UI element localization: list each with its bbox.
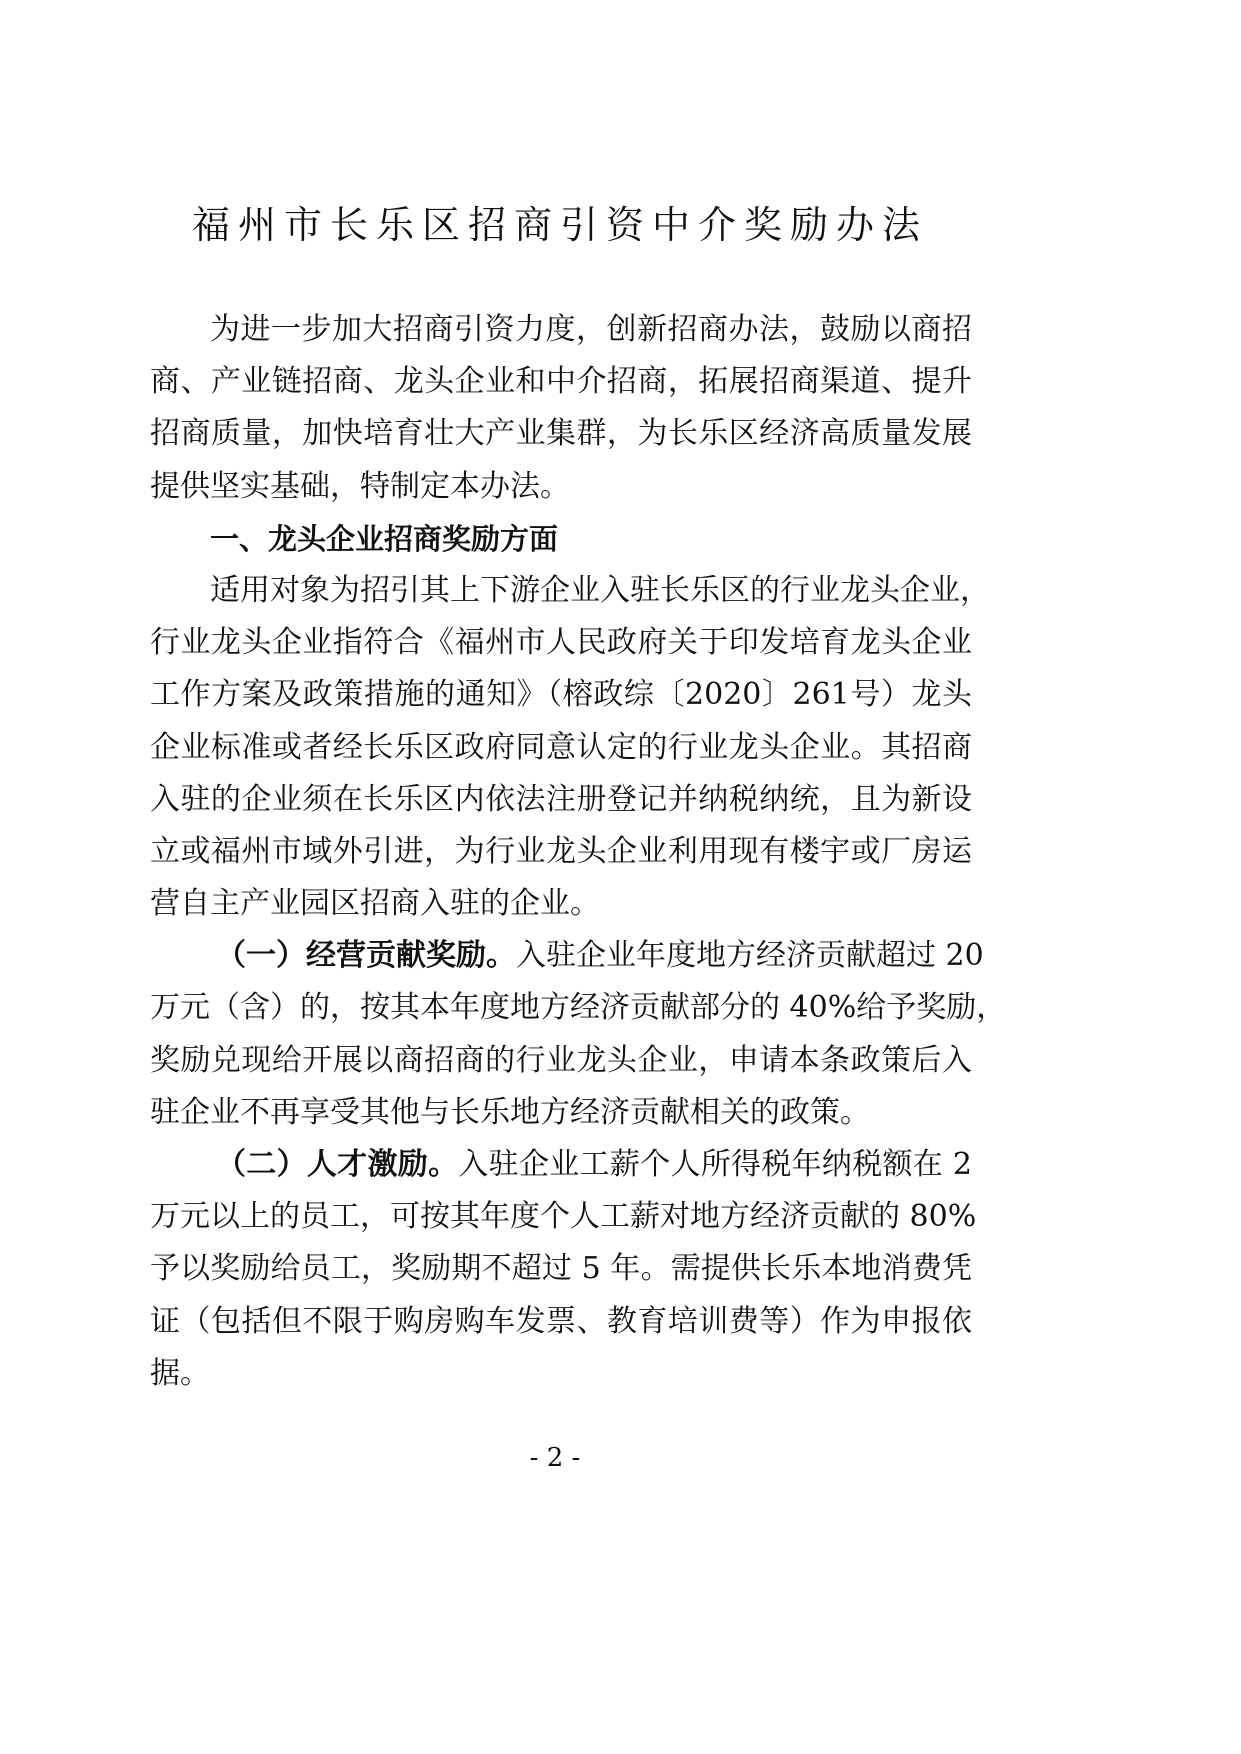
item-label: （二）人才激励。 [216, 1147, 459, 1182]
text-line: 行业龙头企业指符合《福州市人民政府关于印发培育龙头企业 [150, 625, 972, 661]
text-line [150, 930, 984, 982]
text-line: 工作方案及政策措施的通知》（榕政综〔2020〕261号）龙头 [150, 677, 972, 713]
item-text: 入驻企业年度地方经济贡献超过 20 [516, 938, 984, 974]
text-line: 奖励兑现给开展以商招商的行业龙头企业，申请本条政策后入 [150, 1042, 972, 1078]
text-line: 企业标准或者经长乐区政府同意认定的行业龙头企业。其招商 [150, 729, 972, 765]
text-line: 入驻的企业须在长乐区内依法注册登记并纳税纳统，且为新设 [150, 781, 972, 817]
section-heading: 一、龙头企业招商奖励方面 [210, 521, 559, 556]
text-line: 营自主产业园区招商入驻的企业。 [150, 886, 600, 922]
page-number: - 2 - [529, 1443, 581, 1473]
item1-paragraph [150, 930, 1007, 1139]
text-line: 证（包括但不限于购房购车发票、教育培训费等）作为申报依 [150, 1303, 972, 1339]
section1-paragraph [150, 565, 990, 930]
text-line: 万元以上的员工，可按其年度个人工薪对地方经济贡献的 80% [150, 1199, 977, 1235]
text-line: 适用对象为招引其上下游企业入驻长乐区的行业龙头企业， [210, 572, 990, 608]
text-line: 为进一步加大招商引资力度，创新招商办法，鼓励以商招 [210, 312, 972, 347]
text-line: 据。 [150, 1355, 210, 1391]
intro-paragraph [150, 304, 972, 513]
document-body [150, 304, 1007, 1400]
text-line: 驻企业不再享受其他与长乐地方经济贡献相关的政策。 [150, 1094, 870, 1130]
text-line: 招商质量，加快培育壮大产业集群，为长乐区经济高质量发展 [150, 416, 972, 452]
item-label: （一）经营贡献奖励。 [216, 938, 516, 974]
text-line: 万元（含）的，按其本年度地方经济贡献部分的 40%给予奖励， [150, 990, 1007, 1026]
text-line: 立或福州市域外引进，为行业龙头企业利用现有楼宇或厂房运 [150, 833, 972, 869]
text-line: 提供坚实基础，特制定本办法。 [150, 468, 570, 504]
item-text: 入驻企业工薪个人所得税年纳税额在 2 [458, 1147, 973, 1182]
document-title: 福州市长乐区招商引资中介奖励办法 [191, 203, 928, 247]
text-line: 予以奖励给员工，奖励期不超过 5 年。需提供长乐本地消费凭 [150, 1251, 972, 1287]
text-line: 商、产业链招商、龙头企业和中介招商，拓展招商渠道、提升 [150, 364, 972, 400]
item2-paragraph [150, 1139, 977, 1400]
text-line [150, 1139, 972, 1191]
